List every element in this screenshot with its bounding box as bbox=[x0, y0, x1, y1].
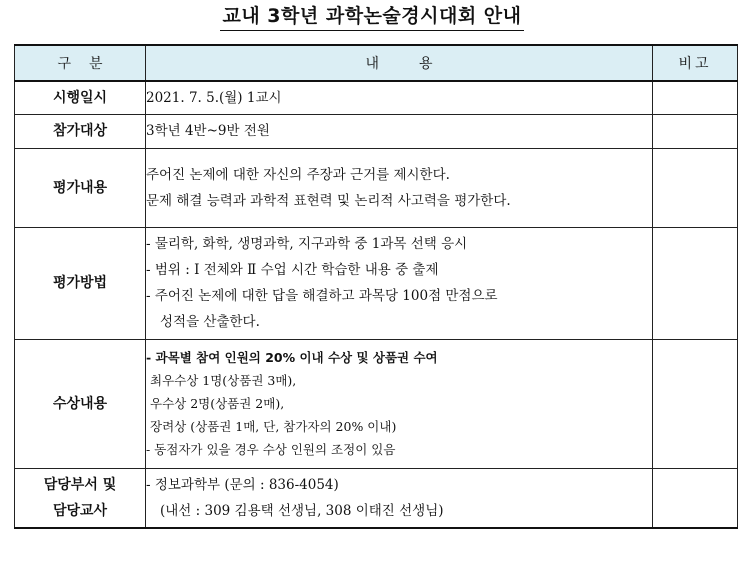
contact-line: - 정보과학부 (문의 : 836-4054) bbox=[146, 476, 339, 493]
remarks-cell bbox=[653, 227, 738, 339]
label-evaluation-method: 평가방법 bbox=[15, 227, 146, 339]
evaluation-method-line: 성적을 산출한다. bbox=[160, 314, 260, 330]
remarks-cell bbox=[653, 339, 738, 468]
contact-line: (내선 : 309 김용택 선생님, 308 이태진 선생님) bbox=[160, 502, 444, 519]
label-schedule: 시행일시 bbox=[15, 81, 146, 114]
row-evaluation-method bbox=[15, 227, 738, 339]
label-contact bbox=[15, 468, 146, 528]
row-participants bbox=[15, 114, 738, 148]
content-evaluation-content bbox=[146, 148, 653, 227]
header-content: 내용 bbox=[146, 45, 653, 81]
awards-line: - 과목별 참여 인원의 20% 이내 수상 및 상품권 수여 bbox=[146, 350, 438, 365]
label-contact-line1: 담당부서 및 bbox=[43, 476, 117, 493]
evaluation-method-line: - 물리학, 화학, 생명과학, 지구과학 중 1과목 선택 응시 bbox=[146, 236, 468, 252]
label-contact-line2: 담당교사 bbox=[52, 502, 108, 519]
row-evaluation-content bbox=[15, 148, 738, 227]
content-awards bbox=[146, 339, 653, 468]
content-evaluation-method bbox=[146, 227, 653, 339]
page-title bbox=[0, 3, 744, 31]
schedule-line: 2021. 7. 5.(월) 1교시 bbox=[146, 89, 282, 106]
evaluation-method-line: - 범위 : Ⅰ 전체와 Ⅱ 수업 시간 학습한 내용 중 출제 bbox=[146, 262, 439, 278]
label-awards: 수상내용 bbox=[15, 339, 146, 468]
participants-line: 3학년 4반~9반 전원 bbox=[146, 123, 270, 139]
awards-line: 최우수상 1명(상품권 3매), bbox=[150, 373, 297, 388]
remarks-cell bbox=[653, 148, 738, 227]
awards-line: 장려상 (상품권 1매, 단, 참가자의 20% 이내) bbox=[150, 419, 397, 434]
remarks-cell bbox=[653, 81, 738, 114]
notice-table bbox=[14, 44, 738, 529]
awards-line: - 동점자가 있을 경우 수상 인원의 조정이 있음 bbox=[146, 442, 396, 457]
content-participants bbox=[146, 114, 653, 148]
label-participants: 참가대상 bbox=[15, 114, 146, 148]
header-row bbox=[15, 45, 738, 81]
row-schedule bbox=[15, 81, 738, 114]
content-schedule bbox=[146, 81, 653, 114]
remarks-cell bbox=[653, 114, 738, 148]
label-evaluation-content: 평가내용 bbox=[15, 148, 146, 227]
page-title-text: 교내 3학년 과학논술경시대회 안내 bbox=[220, 3, 523, 31]
awards-line: 우수상 2명(상품권 2매), bbox=[150, 396, 285, 411]
row-contact bbox=[15, 468, 738, 528]
header-category: 구분 bbox=[15, 45, 146, 81]
row-awards bbox=[15, 339, 738, 468]
content-contact bbox=[146, 468, 653, 528]
evaluation-content-line: 주어진 논제에 대한 자신의 주장과 근거를 제시한다. bbox=[146, 166, 450, 183]
header-remarks: 비고 bbox=[653, 45, 738, 81]
evaluation-method-line: - 주어진 논제에 대한 답을 해결하고 과목당 100점 만점으로 bbox=[146, 288, 498, 304]
evaluation-content-line: 문제 해결 능력과 과학적 표현력 및 논리적 사고력을 평가한다. bbox=[146, 192, 511, 209]
remarks-cell bbox=[653, 468, 738, 528]
